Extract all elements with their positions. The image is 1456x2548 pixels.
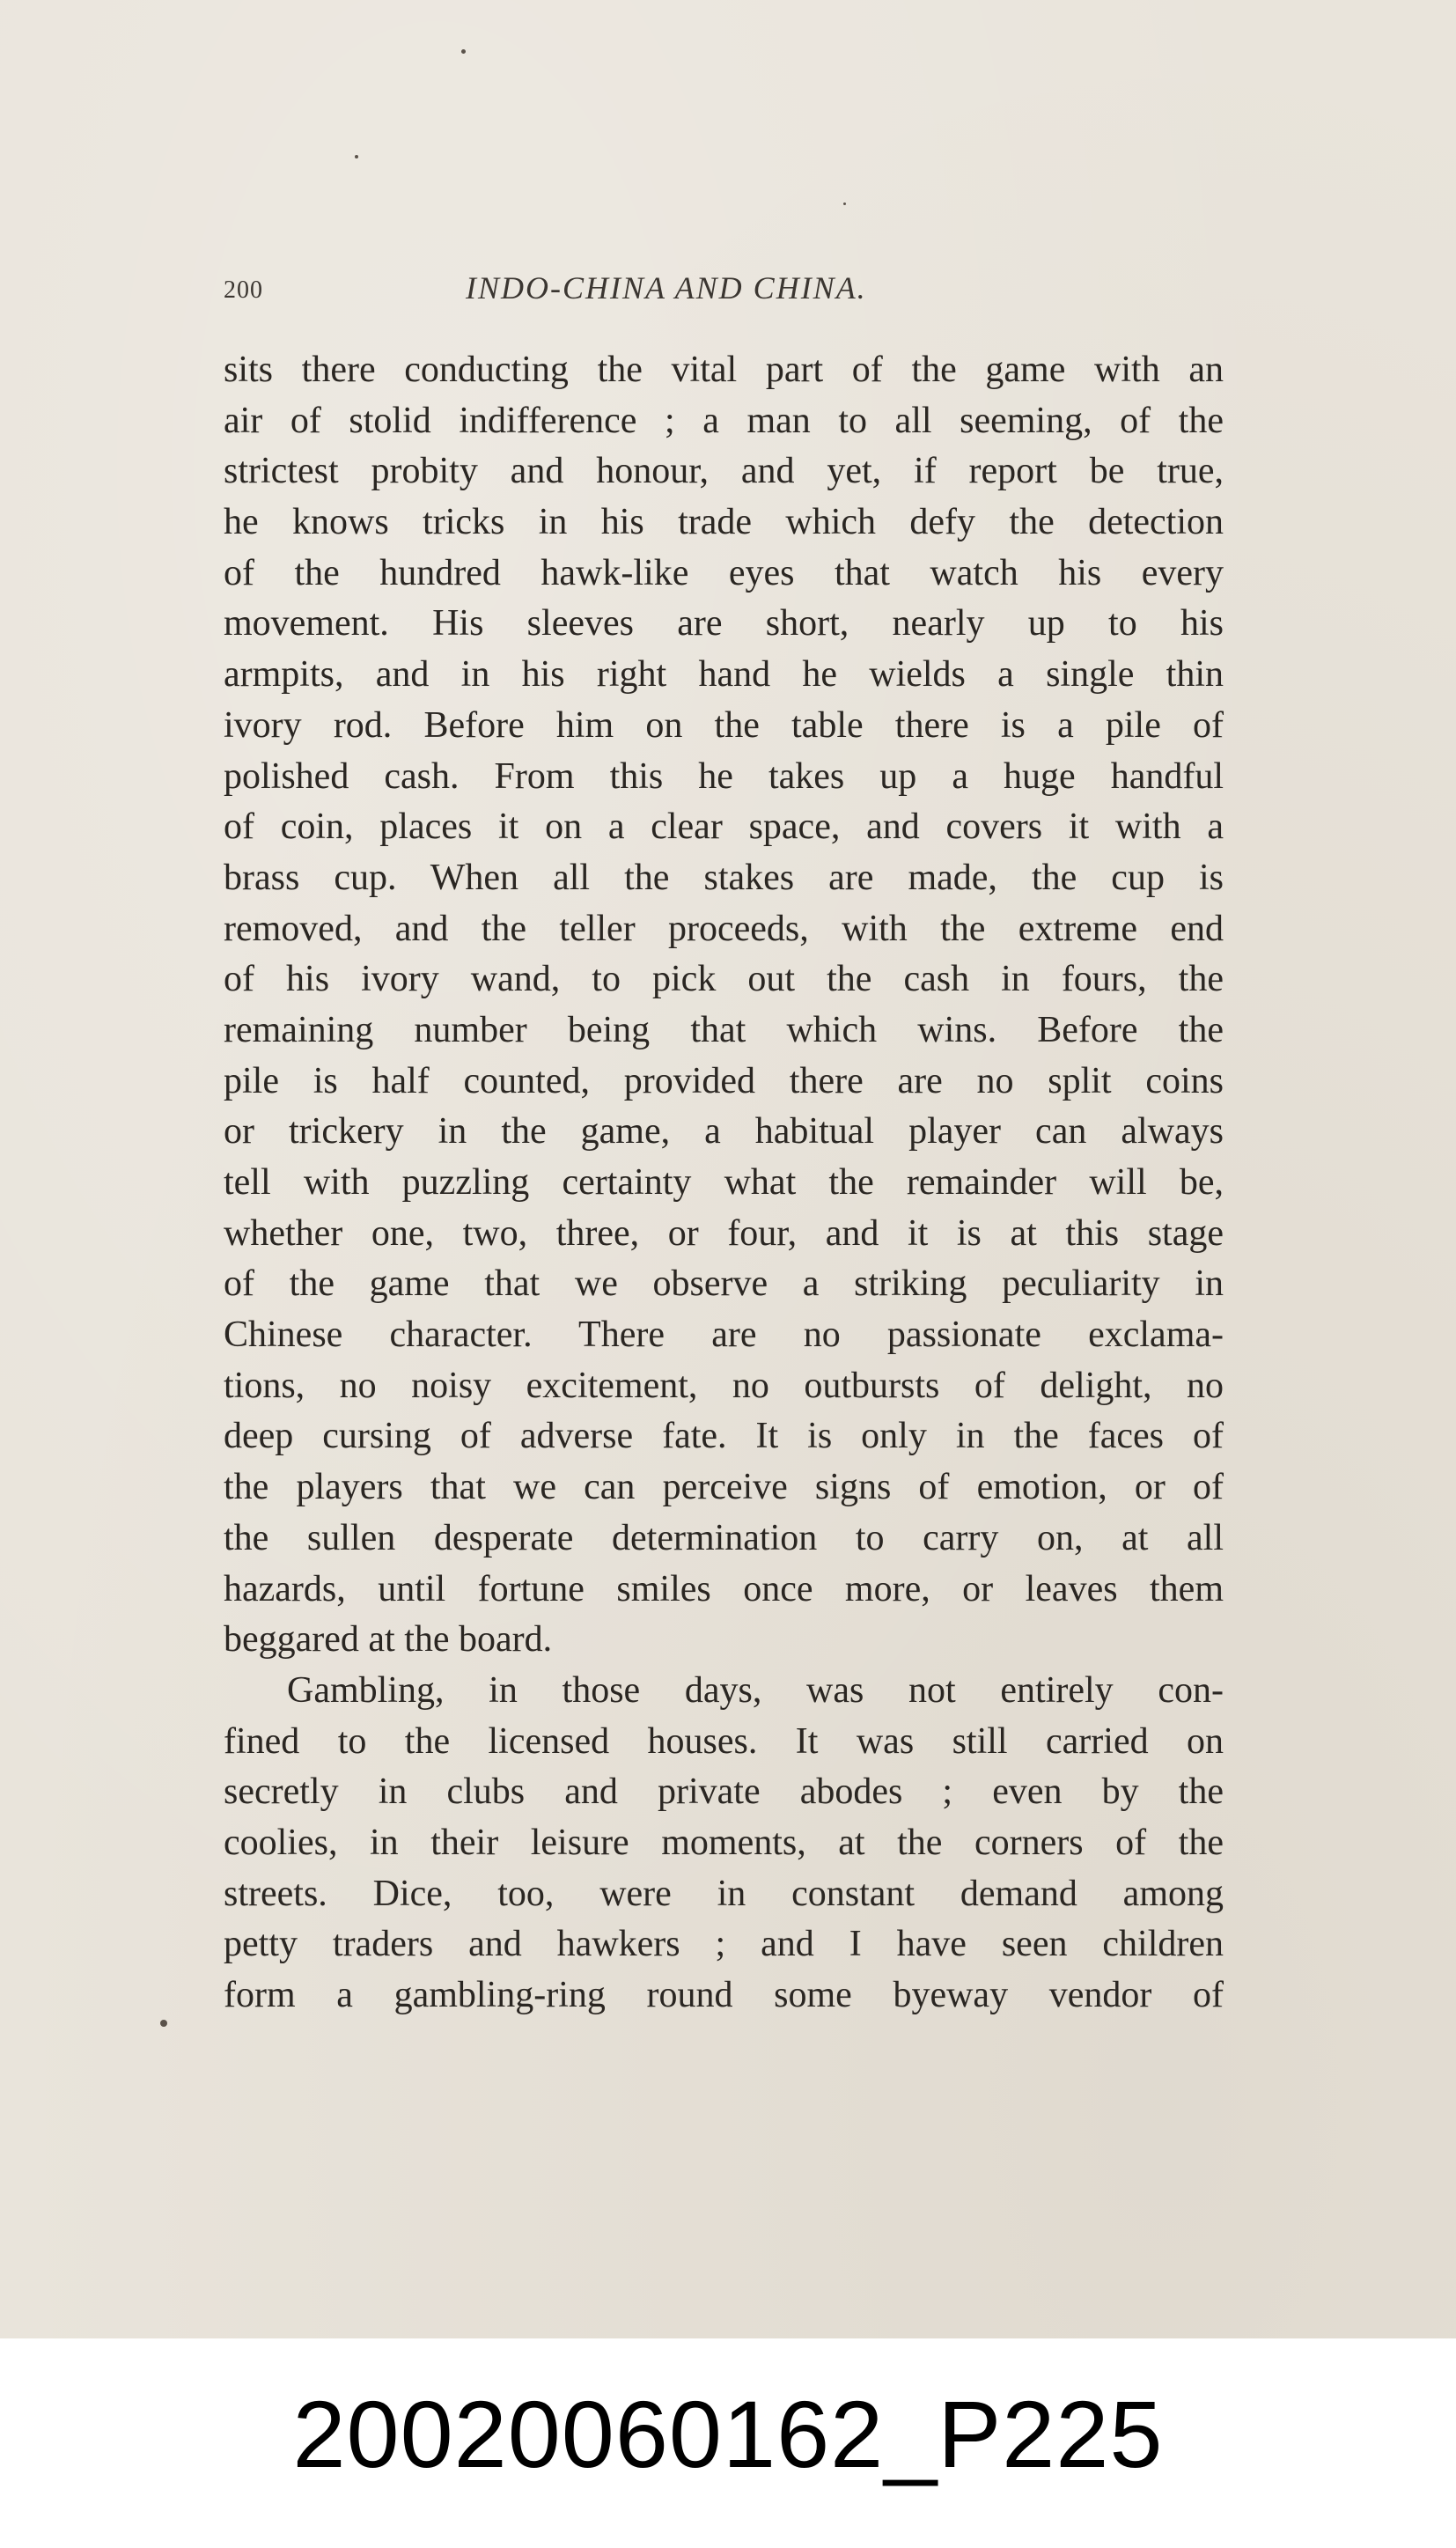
running-title: INDO-CHINA AND CHINA. bbox=[466, 270, 867, 306]
text-line: armpits, and in his right hand he wields a single thin bbox=[224, 654, 1224, 696]
text-line: pile is half counted, provided there are no split coins bbox=[224, 1060, 1224, 1101]
text-line: tions, no noisy excitement, no outbursts of delight, no bbox=[224, 1365, 1224, 1406]
text-line: or trickery in the game, a habitual player can always bbox=[224, 1111, 1224, 1152]
paper-speck bbox=[461, 49, 466, 54]
text-line: petty traders and hawkers ; and I have seen children bbox=[224, 1924, 1224, 1965]
text-line: Chinese character. There are no passionate exclama- bbox=[224, 1315, 1224, 1356]
text-line: the sullen desperate determination to carry on, at all bbox=[224, 1517, 1224, 1558]
text-line: remaining number being that which wins. Before the bbox=[224, 1009, 1224, 1050]
file-identifier-label: 20020060162_P225 bbox=[292, 2381, 1164, 2487]
text-line: air of stolid indifference ; a man to all seeming, of the bbox=[224, 400, 1224, 441]
text-line: hazards, until fortune smiles once more, or leaves them bbox=[224, 1568, 1224, 1609]
text-line: ivory rod. Before him on the table there is a pile of bbox=[224, 704, 1224, 746]
text-line: deep cursing of adverse fate. It is only in the faces of bbox=[224, 1416, 1224, 1457]
text-line: coolies, in their leisure moments, at the corners of the bbox=[224, 1822, 1224, 1863]
text-line: the players that we can perceive signs of emotion, or of bbox=[224, 1467, 1224, 1508]
text-line: of his ivory wand, to pick out the cash in fours, the bbox=[224, 959, 1224, 1000]
paper-speck bbox=[160, 2020, 167, 2027]
text-line: secretly in clubs and private abodes ; even by the bbox=[224, 1771, 1224, 1813]
text-line: strictest probity and honour, and yet, if report be true, bbox=[224, 451, 1224, 492]
text-line: of coin, places it on a clear space, and covers it with a bbox=[224, 806, 1224, 848]
text-line: whether one, two, three, or four, and it is at this stage bbox=[224, 1212, 1224, 1254]
page-number: 200 bbox=[224, 276, 263, 304]
text-line: form a gambling-ring round some byeway vendor of bbox=[224, 1975, 1224, 2015]
text-line: he knows tricks in his trade which defy the detection bbox=[224, 502, 1224, 543]
text-line: of the game that we observe a striking peculiarity in bbox=[224, 1263, 1224, 1305]
text-line: removed, and the teller proceeds, with the extreme end bbox=[224, 908, 1224, 949]
paragraph-end-line: beggared at the board. bbox=[224, 1619, 553, 1661]
paragraph-start-line: Gambling, in those days, was not entirely con- bbox=[287, 1669, 1224, 1711]
text-line: polished cash. From this he takes up a huge handful bbox=[224, 755, 1224, 797]
text-line: fined to the licensed houses. It was still carried on bbox=[224, 1720, 1224, 1762]
text-line: movement. His sleeves are short, nearly up to his bbox=[224, 603, 1224, 644]
text-line: brass cup. When all the stakes are made, the cup is bbox=[224, 857, 1224, 898]
running-head bbox=[224, 269, 1224, 313]
text-line: sits there conducting the vital part of the game with an bbox=[224, 350, 1224, 390]
text-line: of the hundred hawk-like eyes that watch his every bbox=[224, 552, 1224, 593]
text-line: tell with puzzling certainty what the remainder will be, bbox=[224, 1162, 1224, 1203]
paper-speck bbox=[355, 155, 358, 158]
text-line: streets. Dice, too, were in constant demand among bbox=[224, 1873, 1224, 1914]
paper-speck bbox=[843, 203, 846, 205]
body-text bbox=[224, 345, 1224, 2021]
